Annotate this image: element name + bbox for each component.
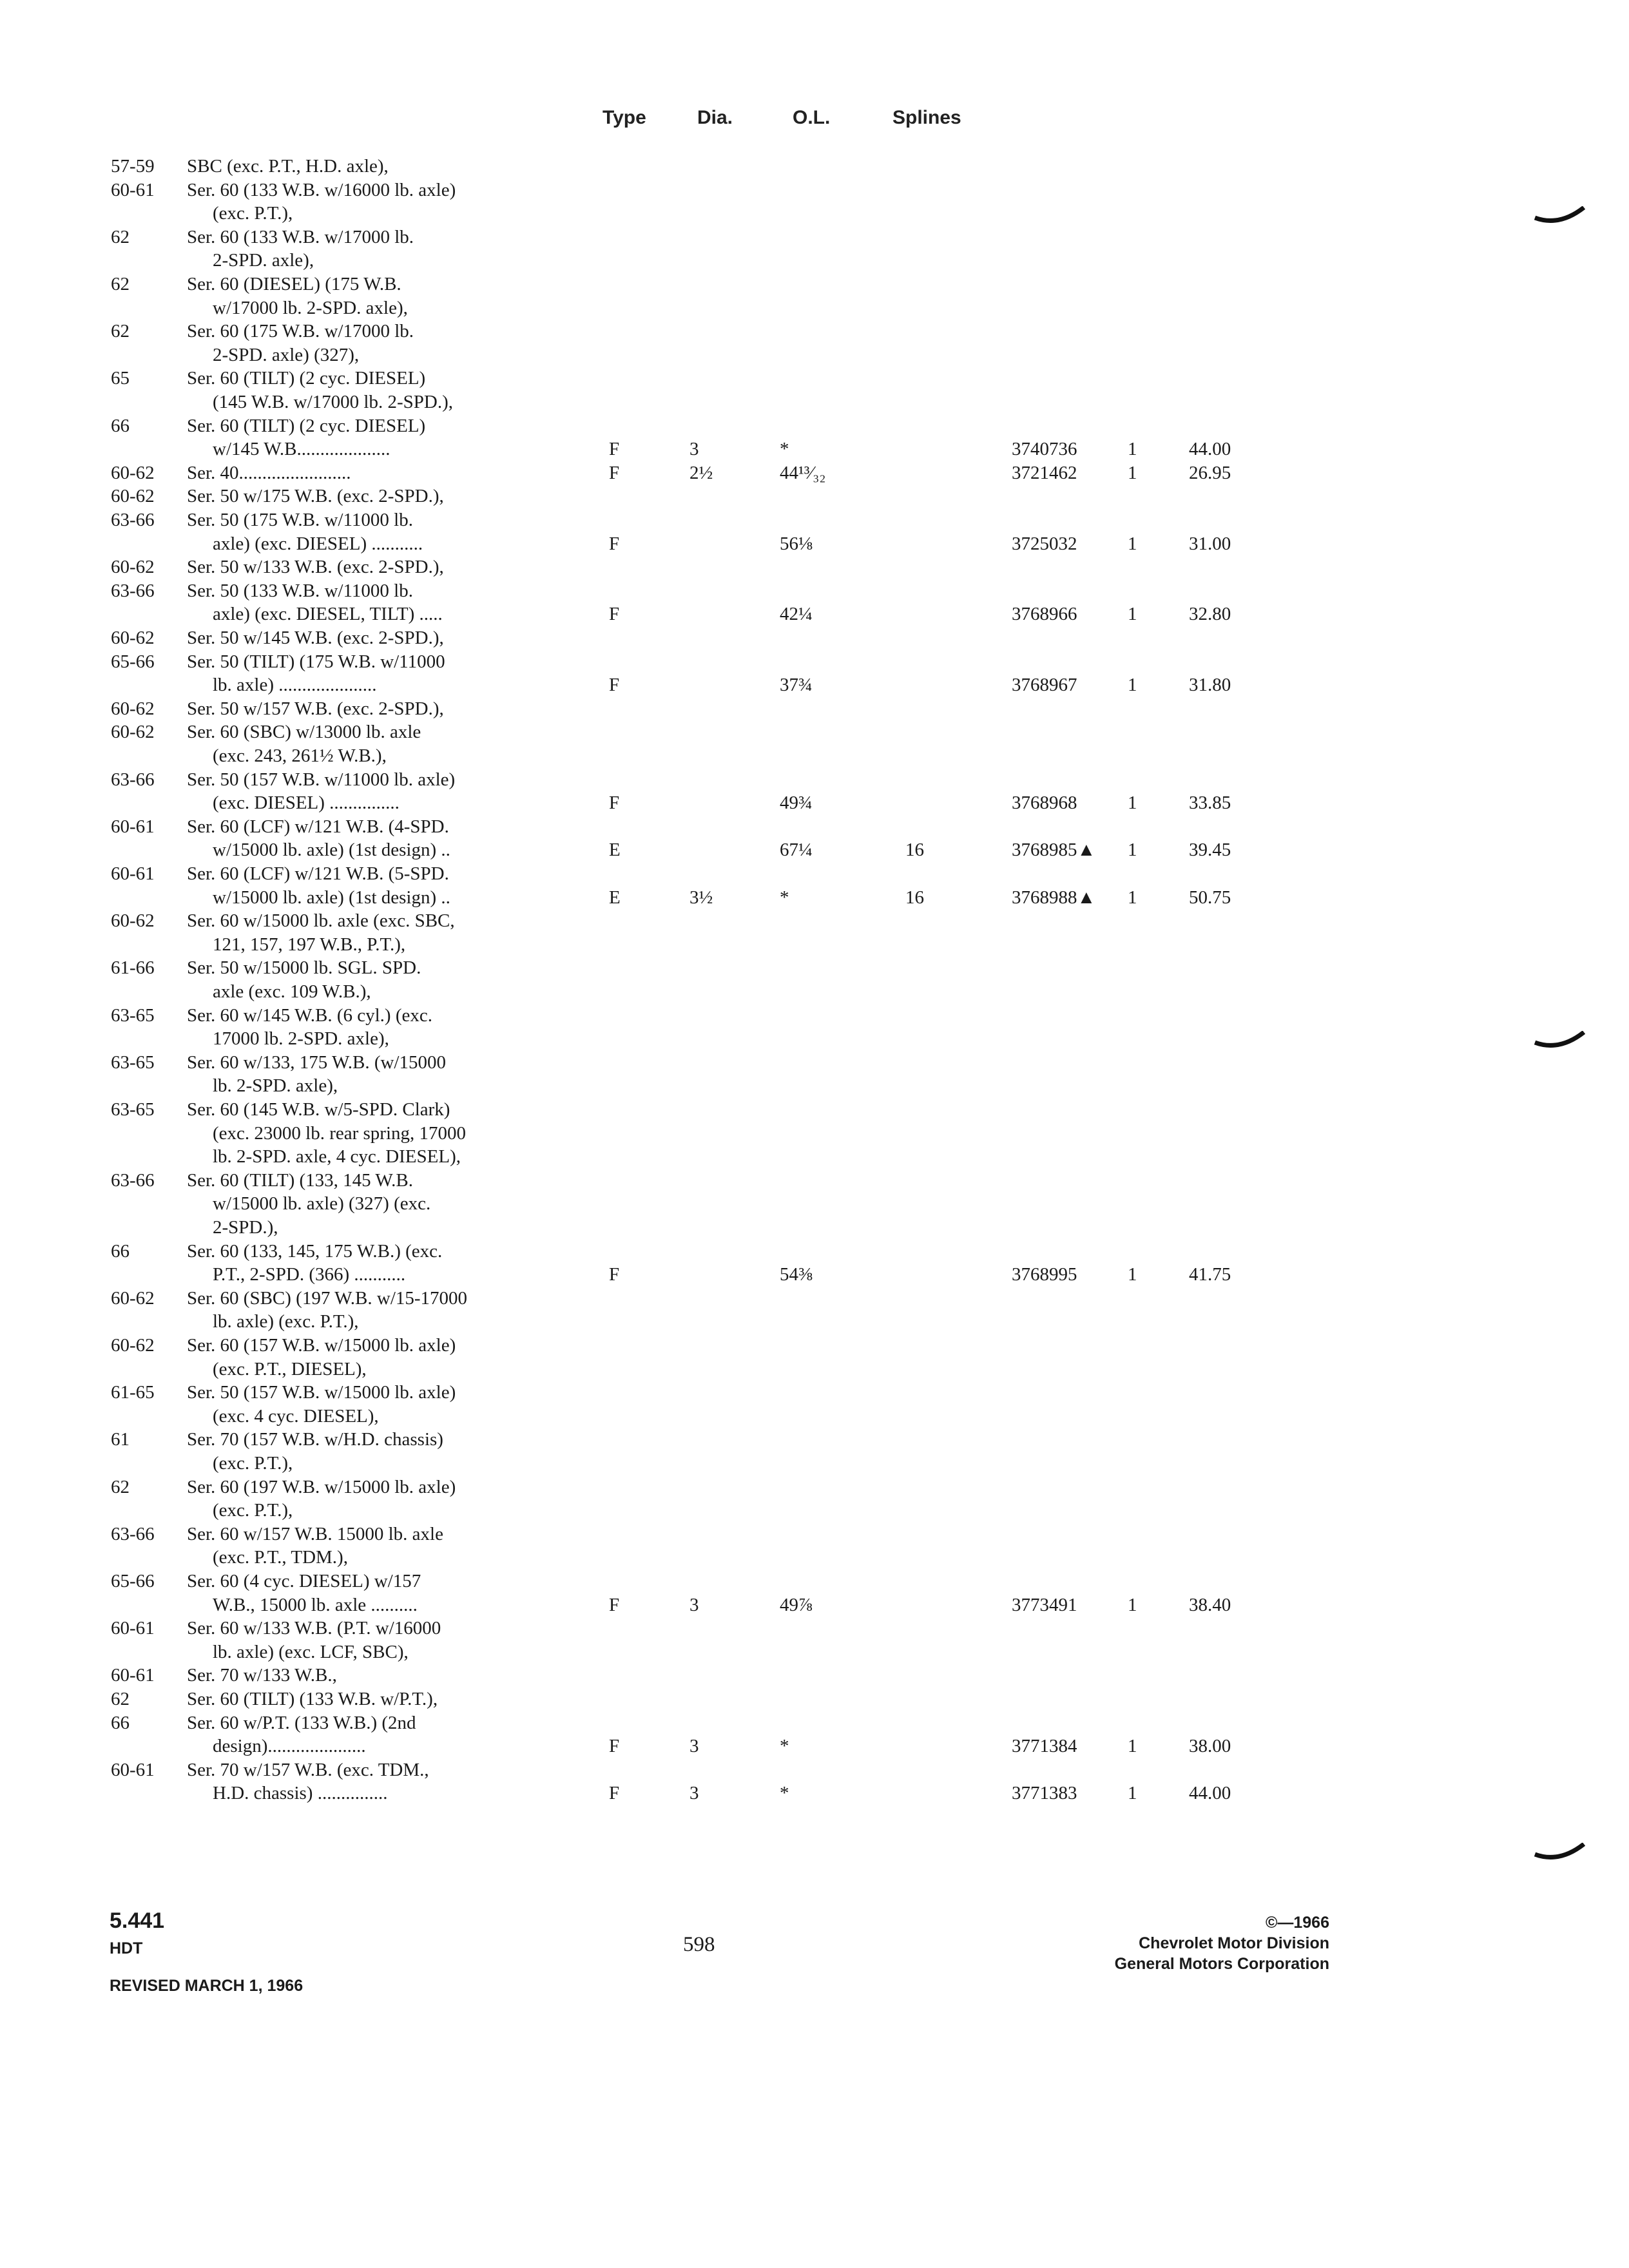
- cell-qty: 1: [1128, 533, 1137, 554]
- application-description: Ser. 60 (133 W.B. w/17000 lb.: [187, 226, 414, 247]
- list-line: [0, 1523, 1160, 1546]
- model-years: 63-65: [111, 1052, 155, 1073]
- model-years: 63-66: [111, 1523, 155, 1544]
- model-years: 60-62: [111, 910, 155, 932]
- list-line: [0, 1287, 1160, 1310]
- application-description: Ser. 50 w/15000 lb. SGL. SPD.: [187, 957, 421, 979]
- cell-type: F: [609, 533, 620, 554]
- application-description: Ser. 40........................: [187, 462, 351, 483]
- list-line: [0, 862, 1160, 885]
- application-description: lb. 2-SPD. axle, 4 cyc. DIESEL),: [213, 1146, 461, 1168]
- application-description: Ser. 70 w/157 W.B. (exc. TDM.,: [187, 1759, 429, 1780]
- cell-ol: 49⅞: [780, 1594, 813, 1615]
- binder-mark-icon: [1534, 1031, 1585, 1050]
- list-line: [0, 1758, 1160, 1782]
- cell-qty: 1: [1128, 793, 1137, 814]
- division-name: Chevrolet Motor Division: [1139, 1934, 1329, 1952]
- model-years: 66: [111, 1240, 130, 1262]
- application-description: Ser. 60 (157 W.B. w/15000 lb. axle): [187, 1335, 456, 1356]
- cell-part: 3768985▲: [1012, 840, 1096, 861]
- publisher-block: [1115, 1912, 1329, 1974]
- cell-ol: 54⅜: [780, 1264, 813, 1285]
- list-line: [0, 1381, 1160, 1404]
- application-description: lb. axle) (exc. LCF, SBC),: [213, 1641, 409, 1662]
- model-years: 62: [111, 321, 130, 342]
- copyright: ©—1966: [1265, 1914, 1329, 1932]
- model-years: 63-66: [111, 769, 155, 790]
- list-line: [0, 343, 1160, 367]
- section-number: 5.441: [110, 1908, 165, 1933]
- list-line: [0, 1428, 1160, 1451]
- application-description: axle) (exc. DIESEL, TILT) .....: [213, 604, 443, 625]
- list-line: [0, 249, 1160, 272]
- cell-qty: 1: [1128, 1594, 1137, 1615]
- list-line: [0, 933, 1160, 956]
- list-line: [0, 555, 1160, 579]
- application-description: Ser. 60 (DIESEL) (175 W.B.: [187, 274, 401, 294]
- list-line: [0, 626, 1160, 649]
- cell-type: E: [609, 887, 621, 908]
- list-line: [0, 273, 1160, 296]
- cell-price: 31.00: [1189, 533, 1231, 554]
- list-line: [0, 1405, 1160, 1428]
- list-line: [0, 508, 1160, 532]
- cell-ol: 37¾: [780, 675, 813, 696]
- cell-ol: 67¼: [780, 840, 813, 861]
- cell-price: 32.80: [1189, 604, 1231, 625]
- application-description: Ser. 50 w/145 W.B. (exc. 2-SPD.),: [187, 628, 444, 648]
- list-line: [0, 1664, 1160, 1687]
- header-splines: Splines: [892, 107, 961, 128]
- application-description: P.T., 2-SPD. (366) ...........: [213, 1264, 406, 1285]
- application-description: (exc. P.T.),: [213, 1453, 293, 1474]
- model-years: 63-65: [111, 1004, 155, 1026]
- cell-price: 44.00: [1189, 439, 1231, 460]
- cell-part: 3768968: [1012, 793, 1077, 814]
- cell-dia: 3: [689, 1783, 699, 1804]
- cell-type: F: [609, 675, 620, 696]
- application-description: w/15000 lb. axle) (1st design) ..: [213, 887, 450, 908]
- cell-dia: 3½: [689, 887, 713, 908]
- cell-type: E: [609, 840, 621, 861]
- list-line: [0, 720, 1160, 744]
- application-description: Ser. 60 w/15000 lb. axle (exc. SBC,: [187, 910, 455, 932]
- application-description: Ser. 50 (133 W.B. w/11000 lb.: [187, 580, 413, 601]
- cell-part: 3768966: [1012, 604, 1077, 625]
- model-years: 66: [111, 415, 130, 436]
- list-line: [0, 1098, 1160, 1121]
- application-description: lb. axle) (exc. P.T.),: [213, 1311, 359, 1332]
- model-years: 63-66: [111, 1169, 155, 1191]
- list-line: [0, 1452, 1160, 1475]
- application-description: Ser. 60 (TILT) (2 cyc. DIESEL): [187, 368, 426, 389]
- application-description: Ser. 60 (TILT) (2 cyc. DIESEL): [187, 415, 426, 436]
- list-line: [0, 1145, 1160, 1168]
- application-description: (exc. 243, 261½ W.B.),: [213, 745, 387, 766]
- model-years: 66: [111, 1712, 130, 1733]
- cell-ol: *: [780, 1783, 789, 1804]
- application-description: Ser. 50 w/133 W.B. (exc. 2-SPD.),: [187, 557, 444, 578]
- model-years: 62: [111, 226, 130, 247]
- list-line: [0, 414, 1160, 437]
- corporation-name: General Motors Corporation: [1114, 1955, 1329, 1973]
- cell-ol: 56⅛: [780, 533, 813, 554]
- application-description: Ser. 60 w/P.T. (133 W.B.) (2nd: [187, 1712, 416, 1733]
- model-years: 60-62: [111, 722, 155, 743]
- list-line: [0, 296, 1160, 320]
- list-line: [0, 602, 1160, 626]
- list-line: [0, 1334, 1160, 1357]
- cell-part: 3771384: [1012, 1736, 1077, 1757]
- list-line: [0, 1051, 1160, 1074]
- model-years: 61-66: [111, 957, 155, 979]
- cell-type: F: [609, 793, 620, 814]
- revised-date: REVISED MARCH 1, 1966: [110, 1977, 304, 1995]
- cell-type: F: [609, 1264, 620, 1285]
- cell-price: 33.85: [1189, 793, 1231, 814]
- cell-type: F: [609, 604, 620, 625]
- cell-qty: 1: [1128, 1264, 1137, 1285]
- application-description: Ser. 70 w/133 W.B.,: [187, 1665, 337, 1686]
- list-line: [0, 320, 1160, 343]
- list-line: [0, 1074, 1160, 1097]
- application-description: w/15000 lb. axle) (327) (exc.: [213, 1193, 431, 1215]
- model-years: 62: [111, 1476, 130, 1497]
- cell-ol: *: [780, 439, 789, 460]
- cell-price: 44.00: [1189, 1783, 1231, 1804]
- application-description: 2-SPD. axle),: [213, 250, 314, 271]
- list-line: [0, 980, 1160, 1003]
- cell-part: 3771383: [1012, 1783, 1077, 1804]
- page-number: 598: [683, 1933, 715, 1956]
- cell-qty: 1: [1128, 840, 1137, 861]
- binder-mark-icon: [1534, 206, 1585, 226]
- list-line: [0, 1004, 1160, 1027]
- application-description: Ser. 60 (SBC) w/13000 lb. axle: [187, 722, 421, 743]
- application-description: Ser. 60 w/157 W.B. 15000 lb. axle: [187, 1523, 443, 1544]
- application-description: Ser. 60 (197 W.B. w/15000 lb. axle): [187, 1476, 456, 1497]
- list-line: [0, 744, 1160, 767]
- application-description: (145 W.B. w/17000 lb. 2-SPD.),: [213, 392, 454, 412]
- application-description: (exc. 23000 lb. rear spring, 17000: [213, 1122, 467, 1144]
- cell-dia: 3: [689, 1594, 699, 1615]
- list-line: [0, 437, 1160, 461]
- cell-part: 3740736: [1012, 439, 1077, 460]
- cell-price: 38.00: [1189, 1736, 1231, 1757]
- cell-ol: 42¼: [780, 604, 813, 625]
- application-description: (exc. 4 cyc. DIESEL),: [213, 1405, 379, 1427]
- model-years: 60-62: [111, 698, 155, 719]
- cell-qty: 1: [1128, 604, 1137, 625]
- cell-qty: 1: [1128, 675, 1137, 696]
- cell-qty: 1: [1128, 462, 1137, 483]
- model-years: 62: [111, 274, 130, 294]
- list-line: [0, 909, 1160, 932]
- model-years: 60-62: [111, 1287, 155, 1309]
- list-line: [0, 1711, 1160, 1735]
- cell-price: 41.75: [1189, 1264, 1231, 1285]
- application-description: Ser. 60 (145 W.B. w/5-SPD. Clark): [187, 1099, 450, 1120]
- application-description: w/145 W.B....................: [213, 439, 390, 460]
- application-description: Ser. 60 (133 W.B. w/16000 lb. axle): [187, 179, 456, 200]
- model-years: 60-62: [111, 486, 155, 507]
- cell-part: 3768995: [1012, 1264, 1077, 1285]
- cell-part: 3768967: [1012, 675, 1077, 696]
- application-description: Ser. 60 (TILT) (133, 145 W.B.: [187, 1169, 413, 1191]
- model-years: 60-61: [111, 816, 155, 837]
- list-line: [0, 461, 1160, 485]
- list-line: [0, 1570, 1160, 1593]
- application-description: Ser. 70 (157 W.B. w/H.D. chassis): [187, 1429, 443, 1450]
- cell-dia: 3: [689, 1736, 699, 1757]
- header-ol: O.L.: [793, 107, 831, 128]
- list-line: [0, 1169, 1160, 1192]
- application-description: lb. axle) .....................: [213, 675, 377, 696]
- list-line: [0, 202, 1160, 225]
- model-years: 65: [111, 368, 130, 389]
- application-description: Ser. 60 (TILT) (133 W.B. w/P.T.),: [187, 1689, 438, 1709]
- list-line: [0, 155, 1160, 178]
- application-description: Ser. 60 w/145 W.B. (6 cyl.) (exc.: [187, 1004, 432, 1026]
- model-years: 62: [111, 1689, 130, 1709]
- cell-part: 3725032: [1012, 533, 1077, 554]
- list-line: [0, 1687, 1160, 1711]
- model-years: 57-59: [111, 156, 155, 177]
- model-years: 63-66: [111, 510, 155, 530]
- application-description: w/15000 lb. axle) (1st design) ..: [213, 840, 450, 861]
- application-description: Ser. 50 (157 W.B. w/11000 lb. axle): [187, 769, 456, 790]
- application-description: Ser. 60 w/133, 175 W.B. (w/15000: [187, 1052, 446, 1073]
- list-line: [0, 1593, 1160, 1617]
- list-line: [0, 768, 1160, 791]
- cell-price: 39.45: [1189, 840, 1231, 861]
- cell-part: 3773491: [1012, 1594, 1077, 1615]
- application-description: axle) (exc. DIESEL) ...........: [213, 533, 423, 554]
- list-line: [0, 1240, 1160, 1263]
- list-line: [0, 650, 1160, 673]
- section-code: HDT: [110, 1939, 143, 1957]
- list-line: [0, 178, 1160, 202]
- application-description: Ser. 60 (133, 145, 175 W.B.) (exc.: [187, 1240, 443, 1262]
- application-description: (exc. P.T.),: [213, 203, 293, 224]
- cell-ol: *: [780, 887, 789, 908]
- list-line: [0, 367, 1160, 390]
- list-line: [0, 1640, 1160, 1664]
- model-years: 60-62: [111, 462, 155, 483]
- list-line: [0, 886, 1160, 909]
- model-years: 60-62: [111, 1335, 155, 1356]
- list-line: [0, 956, 1160, 979]
- list-line: [0, 485, 1160, 508]
- list-line: [0, 1310, 1160, 1333]
- list-line: [0, 673, 1160, 697]
- application-description: 2-SPD.),: [213, 1217, 278, 1238]
- list-line: [0, 1216, 1160, 1239]
- cell-price: 26.95: [1189, 462, 1231, 483]
- application-description: Ser. 60 (SBC) (197 W.B. w/15-17000: [187, 1287, 468, 1309]
- model-years: 60-62: [111, 557, 155, 578]
- header-dia: Dia.: [697, 107, 733, 128]
- application-description: 2-SPD. axle) (327),: [213, 344, 360, 365]
- cell-price: 50.75: [1189, 887, 1231, 908]
- cell-price: 38.40: [1189, 1594, 1231, 1615]
- cell-dia: 2½: [689, 462, 713, 483]
- cell-type: F: [609, 1736, 620, 1757]
- model-years: 63-66: [111, 580, 155, 601]
- application-description: Ser. 50 (TILT) (175 W.B. w/11000: [187, 651, 445, 672]
- cell-price: 31.80: [1189, 675, 1231, 696]
- application-description: Ser. 60 (175 W.B. w/17000 lb.: [187, 321, 414, 342]
- model-years: 60-61: [111, 863, 155, 884]
- application-description: Ser. 60 w/133 W.B. (P.T. w/16000: [187, 1618, 441, 1639]
- list-line: [0, 1263, 1160, 1286]
- cell-type: F: [609, 439, 620, 460]
- application-description: (exc. P.T., TDM.),: [213, 1547, 348, 1568]
- model-years: 60-61: [111, 179, 155, 200]
- model-years: 60-61: [111, 1665, 155, 1686]
- model-years: 65-66: [111, 1571, 155, 1591]
- application-description: H.D. chassis) ...............: [213, 1783, 388, 1804]
- cell-qty: 1: [1128, 1736, 1137, 1757]
- cell-splines: 16: [905, 840, 924, 861]
- header-type: Type: [602, 107, 646, 128]
- application-description: (exc. P.T., DIESEL),: [213, 1358, 367, 1379]
- list-line: [0, 532, 1160, 555]
- list-line: [0, 579, 1160, 602]
- list-line: [0, 1546, 1160, 1569]
- cell-ol: *: [780, 1736, 789, 1757]
- application-description: Ser. 50 (175 W.B. w/11000 lb.: [187, 510, 413, 530]
- list-line: [0, 226, 1160, 249]
- cell-type: F: [609, 1594, 620, 1615]
- application-description: Ser. 50 w/157 W.B. (exc. 2-SPD.),: [187, 698, 444, 719]
- list-line: [0, 791, 1160, 814]
- application-description: (exc. P.T.),: [213, 1500, 293, 1521]
- application-description: Ser. 60 (LCF) w/121 W.B. (4-SPD.: [187, 816, 449, 837]
- application-description: Ser. 60 (LCF) w/121 W.B. (5-SPD.: [187, 863, 449, 884]
- application-description: lb. 2-SPD. axle),: [213, 1075, 338, 1097]
- cell-dia: 3: [689, 439, 699, 460]
- model-years: 63-65: [111, 1099, 155, 1120]
- cell-qty: 1: [1128, 887, 1137, 908]
- cell-ol: 44¹³⁄₃₂: [780, 462, 826, 483]
- application-description: 17000 lb. 2-SPD. axle),: [213, 1028, 389, 1050]
- application-description: axle (exc. 109 W.B.),: [213, 981, 371, 1002]
- model-years: 60-61: [111, 1759, 155, 1780]
- application-description: w/17000 lb. 2-SPD. axle),: [213, 297, 408, 318]
- application-description: (exc. DIESEL) ...............: [213, 793, 400, 814]
- list-line: [0, 697, 1160, 720]
- model-years: 61-65: [111, 1382, 155, 1403]
- list-line: [0, 1192, 1160, 1215]
- cell-qty: 1: [1128, 439, 1137, 460]
- application-description: Ser. 50 w/175 W.B. (exc. 2-SPD.),: [187, 486, 444, 507]
- application-description: SBC (exc. P.T., H.D. axle),: [187, 156, 389, 177]
- model-years: 60-61: [111, 1618, 155, 1639]
- cell-type: F: [609, 1783, 620, 1804]
- model-years: 60-62: [111, 628, 155, 648]
- list-line: [0, 1358, 1160, 1381]
- application-description: W.B., 15000 lb. axle ..........: [213, 1594, 418, 1615]
- list-line: [0, 838, 1160, 861]
- cell-type: F: [609, 462, 620, 483]
- application-description: Ser. 50 (157 W.B. w/15000 lb. axle): [187, 1382, 456, 1403]
- application-description: Ser. 60 (4 cyc. DIESEL) w/157: [187, 1571, 421, 1591]
- list-line: [0, 1499, 1160, 1522]
- list-line: [0, 390, 1160, 414]
- cell-splines: 16: [905, 887, 924, 908]
- model-years: 61: [111, 1429, 130, 1450]
- cell-qty: 1: [1128, 1783, 1137, 1804]
- model-years: 65-66: [111, 651, 155, 672]
- binder-mark-icon: [1534, 1843, 1585, 1862]
- cell-part: 3721462: [1012, 462, 1077, 483]
- list-line: [0, 1122, 1160, 1145]
- list-line: [0, 815, 1160, 838]
- list-line: [0, 1475, 1160, 1499]
- list-line: [0, 1617, 1160, 1640]
- application-description: design).....................: [213, 1736, 366, 1757]
- cell-ol: 49¾: [780, 793, 813, 814]
- list-line: [0, 1027, 1160, 1050]
- cell-part: 3768988▲: [1012, 887, 1096, 908]
- application-description: 121, 157, 197 W.B., P.T.),: [213, 934, 406, 955]
- list-line: [0, 1782, 1160, 1805]
- list-line: [0, 1735, 1160, 1758]
